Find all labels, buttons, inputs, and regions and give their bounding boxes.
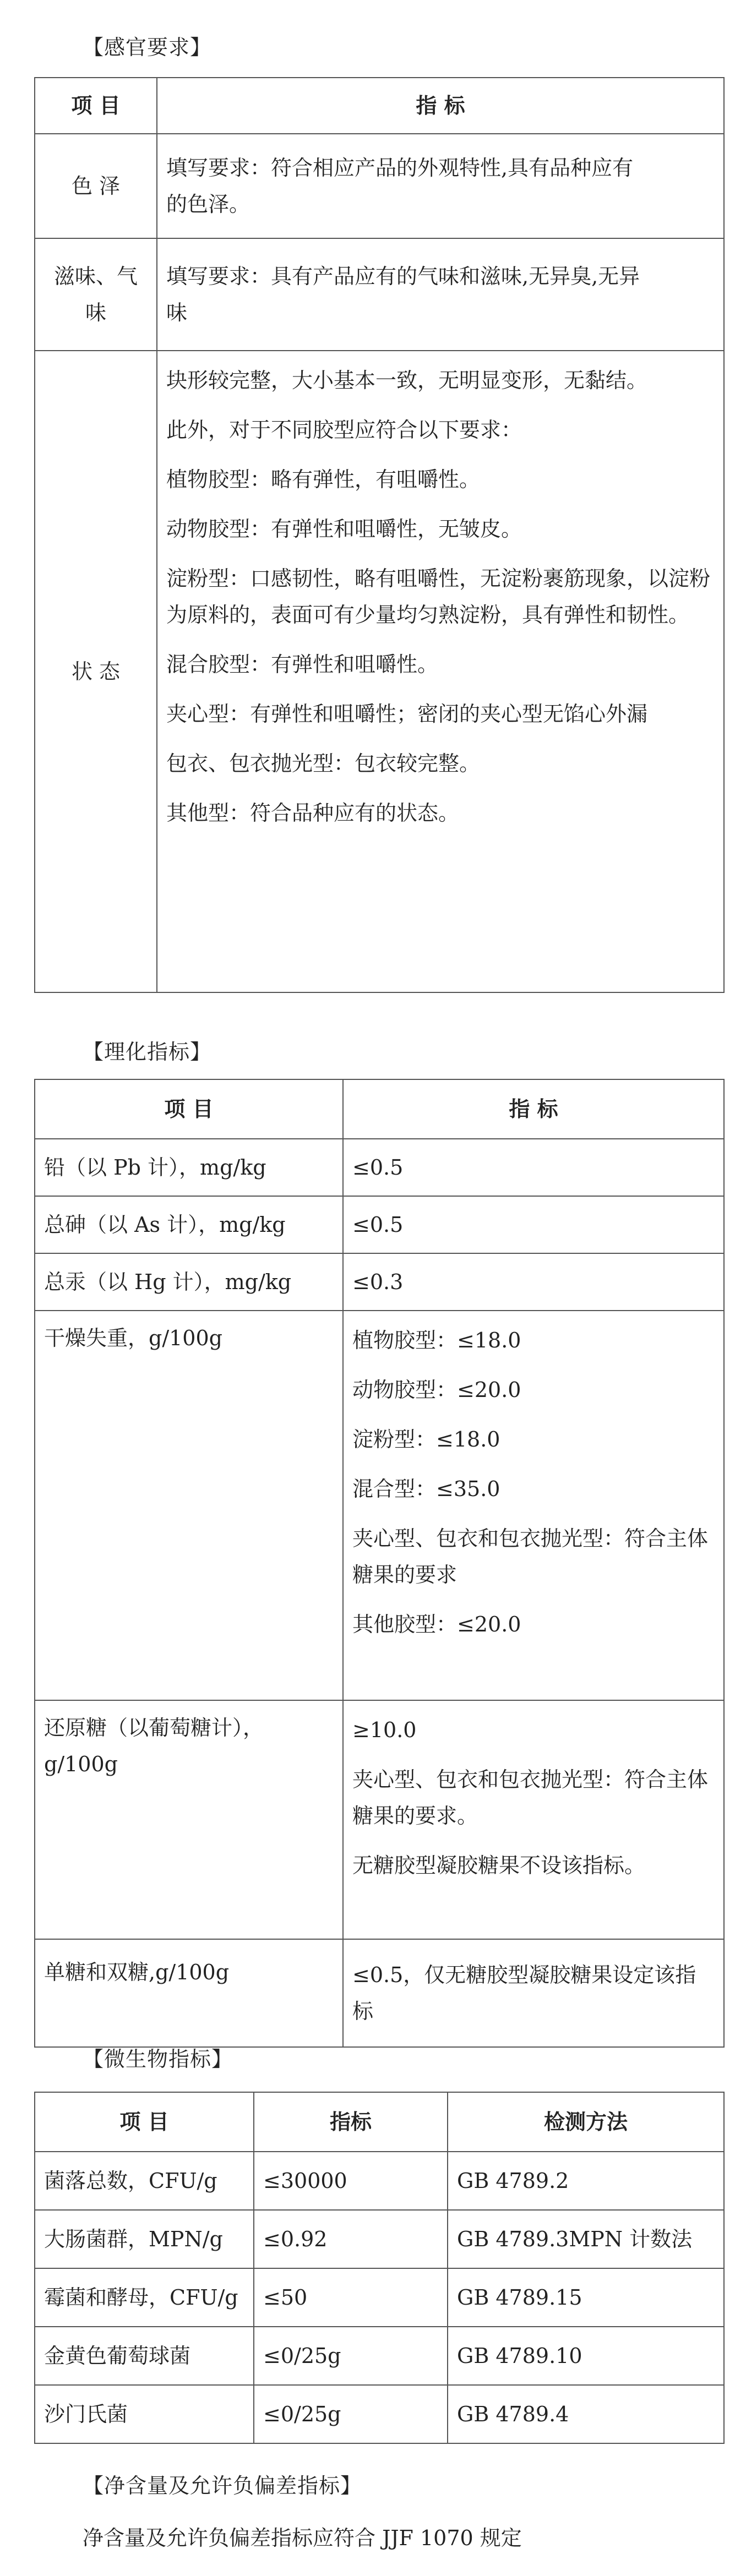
sensory-row-item: 色 泽 <box>35 134 157 238</box>
value-paragraph: 植物胶型：略有弹性，有咀嚼性。 <box>166 467 481 492</box>
sensory-row-state <box>35 351 724 992</box>
value-line: ≥10.0 <box>352 1718 417 1742</box>
physchem-row-arsenic <box>35 1196 724 1253</box>
value-paragraph: 混合胶型：有弹性和咀嚼性。 <box>166 652 439 676</box>
micro-row-method: GB 4789.10 <box>448 2327 724 2385</box>
micro-header-method: 检测方法 <box>448 2092 724 2152</box>
micro-row <box>35 2268 724 2327</box>
sensory-header-row <box>35 78 724 134</box>
sensory-row-value <box>157 351 724 992</box>
micro-row <box>35 2385 724 2443</box>
physchem-row-sugars <box>35 1939 724 2047</box>
physchem-row-reducing-sugar <box>35 1700 724 1939</box>
physchem-row-value: ≤0.5，仅无糖胶型凝胶糖果设定该指标 <box>343 1939 724 2047</box>
sensory-title: 【感官要求】 <box>83 35 212 59</box>
micro-row <box>35 2210 724 2268</box>
value-line: 填写要求：符合相应产品的外观特性,具有品种应有 <box>166 156 634 180</box>
sensory-row-color <box>35 134 724 238</box>
micro-title: 【微生物指标】 <box>83 2047 233 2071</box>
micro-row-method: GB 4789.4 <box>448 2385 724 2443</box>
physchem-table <box>34 1079 725 2048</box>
value-paragraph: 此外，对于不同胶型应符合以下要求： <box>166 418 522 442</box>
physchem-header-indicator: 指 标 <box>343 1079 724 1139</box>
micro-row-method: GB 4789.15 <box>448 2268 724 2327</box>
value-paragraph: 其他型：符合品种应有的状态。 <box>166 801 460 825</box>
micro-row-method: GB 4789.2 <box>448 2152 724 2210</box>
value-line: 的色泽。 <box>166 192 251 216</box>
value-paragraph: 淀粉型：口感韧性，略有咀嚼性，无淀粉裹筋现象，以淀粉为原料的，表面可有少量均匀熟淀粉，具有弹性和韧性。 <box>166 566 711 627</box>
value-line: 淀粉型：≤18.0 <box>352 1427 500 1451</box>
micro-row-indicator: ≤0/25g <box>254 2327 448 2385</box>
sensory-row-value <box>157 134 724 238</box>
value-paragraph: 包衣、包衣抛光型：包衣较完整。 <box>166 751 481 776</box>
value-line: 味 <box>166 301 188 325</box>
value-paragraph: 夹心型：有弹性和咀嚼性；密闭的夹心型无馅心外漏 <box>166 702 648 726</box>
physchem-title: 【理化指标】 <box>83 1040 212 1064</box>
physchem-header-row <box>35 1079 724 1139</box>
physchem-row-drying-loss <box>35 1311 724 1700</box>
value-line: 动物胶型：≤20.0 <box>352 1378 521 1402</box>
sensory-row-taste <box>35 238 724 351</box>
value-line: 植物胶型：≤18.0 <box>352 1328 521 1352</box>
micro-row-item: 金黄色葡萄球菌 <box>35 2327 254 2385</box>
sensory-header-item: 项 目 <box>35 78 157 134</box>
value-line: 夹心型、包衣和包衣抛光型：符合主体糖果的要求。 <box>352 1767 709 1828</box>
value-line: 夹心型、包衣和包衣抛光型：符合主体糖果的要求 <box>352 1526 709 1587</box>
micro-row-item: 大肠菌群，MPN/g <box>35 2210 254 2268</box>
value-line: 其他胶型：≤20.0 <box>352 1612 521 1636</box>
micro-row-indicator: ≤0/25g <box>254 2385 448 2443</box>
physchem-row-item: 单糖和双糖,g/100g <box>35 1939 343 2047</box>
value-paragraph: 块形较完整，大小基本一致，无明显变形，无黏结。 <box>166 368 648 392</box>
sensory-table <box>34 77 725 993</box>
sensory-row-item: 状 态 <box>35 351 157 992</box>
micro-header-indicator: 指标 <box>254 2092 448 2152</box>
physchem-row-item: 总汞（以 Hg 计），mg/kg <box>35 1253 343 1311</box>
micro-table <box>34 2092 725 2444</box>
value-line: 填写要求：具有产品应有的气味和滋味,无异臭,无异 <box>166 264 640 288</box>
micro-row-item: 霉菌和酵母，CFU/g <box>35 2268 254 2327</box>
sensory-row-item: 滋味、气味 <box>35 238 157 351</box>
micro-row-indicator: ≤30000 <box>254 2152 448 2210</box>
sensory-header-indicator: 指 标 <box>157 78 724 134</box>
physchem-header-item: 项 目 <box>35 1079 343 1139</box>
physchem-row-item: 铅（以 Pb 计），mg/kg <box>35 1139 343 1196</box>
micro-row <box>35 2152 724 2210</box>
micro-row <box>35 2327 724 2385</box>
physchem-row-mercury <box>35 1253 724 1311</box>
physchem-row-lead <box>35 1139 724 1196</box>
physchem-row-value: ≤0.3 <box>343 1253 724 1311</box>
net-text: 净含量及允许负偏差指标应符合 JJF 1070 规定 <box>83 2526 522 2550</box>
sensory-row-value <box>157 238 724 351</box>
value-paragraph: 动物胶型：有弹性和咀嚼性，无皱皮。 <box>166 517 522 541</box>
micro-row-item: 菌落总数，CFU/g <box>35 2152 254 2210</box>
physchem-row-item: 总砷（以 As 计），mg/kg <box>35 1196 343 1253</box>
value-line: 无糖胶型凝胶糖果不设该指标。 <box>352 1853 646 1878</box>
physchem-row-value: ≤0.5 <box>343 1139 724 1196</box>
net-title: 【净含量及允许负偏差指标】 <box>83 2474 362 2498</box>
micro-header-row <box>35 2092 724 2152</box>
physchem-row-value <box>343 1700 724 1939</box>
micro-row-indicator: ≤50 <box>254 2268 448 2327</box>
micro-row-indicator: ≤0.92 <box>254 2210 448 2268</box>
micro-row-item: 沙门氏菌 <box>35 2385 254 2443</box>
physchem-row-value <box>343 1311 724 1700</box>
value-line: 混合型：≤35.0 <box>352 1477 500 1501</box>
micro-header-item: 项 目 <box>35 2092 254 2152</box>
micro-row-method: GB 4789.3MPN 计数法 <box>448 2210 724 2268</box>
physchem-row-item: 还原糖（以葡萄糖计），g/100g <box>35 1700 343 1939</box>
physchem-row-item: 干燥失重，g/100g <box>35 1311 343 1700</box>
physchem-row-value: ≤0.5 <box>343 1196 724 1253</box>
